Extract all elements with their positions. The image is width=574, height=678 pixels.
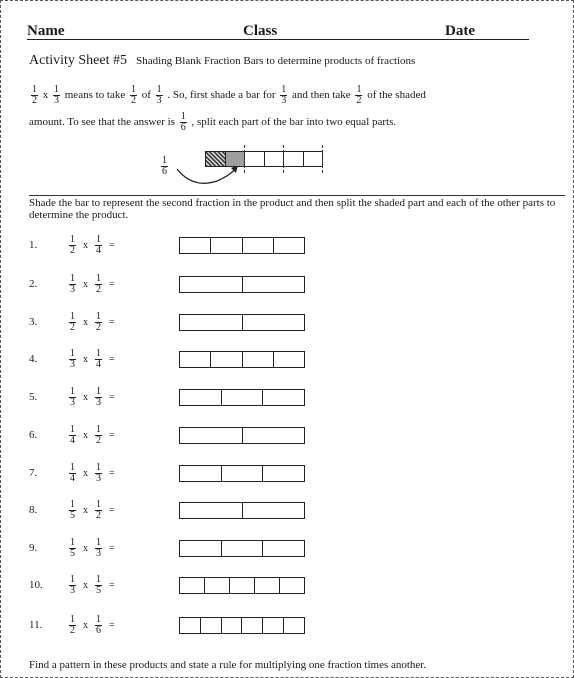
problem-number: 7. <box>29 467 38 479</box>
intro-text: , split each part of the bar into two equal parts. <box>191 116 397 129</box>
bar-cell[interactable] <box>180 390 222 405</box>
activity-number: Activity Sheet #5 <box>29 53 127 68</box>
example-diagram <box>141 141 361 189</box>
bar-cell[interactable] <box>180 541 222 556</box>
equals-sign: = <box>109 504 115 516</box>
problem-expression <box>67 573 120 597</box>
times-sign: x <box>83 504 88 516</box>
equals-sign: = <box>109 316 115 328</box>
equals-sign: = <box>109 239 115 251</box>
problem-row <box>1 423 574 447</box>
bar-cell[interactable] <box>222 618 243 633</box>
fraction-a: $\frac{1}{3}$ <box>70 385 75 408</box>
bar-cell[interactable] <box>222 466 264 481</box>
intro-line-2 <box>29 112 396 133</box>
blank-fraction-bar[interactable] <box>179 540 305 557</box>
bar-cell[interactable] <box>263 541 304 556</box>
fraction-b: $\frac{1}{2}$ <box>96 310 101 333</box>
bar-cell[interactable] <box>180 277 243 292</box>
problem-row <box>1 233 574 257</box>
intro-text: of <box>141 89 151 102</box>
intro-fraction: $\frac{1}{6}$ <box>180 111 186 133</box>
intro-text: means to take <box>64 89 126 102</box>
problem-number: 5. <box>29 391 38 403</box>
thirds-divider-mark <box>322 145 323 173</box>
problem-row <box>1 613 574 637</box>
times-sign: x <box>83 353 88 365</box>
example-fraction-bar <box>205 151 323 167</box>
problem-number: 3. <box>29 316 38 328</box>
blank-fraction-bar[interactable] <box>179 465 305 482</box>
section-divider <box>29 195 565 196</box>
times-sign: x <box>83 542 88 554</box>
example-fraction: $\frac{1}{6}$ <box>162 155 167 177</box>
bar-cell <box>304 152 323 166</box>
bar-cell-shaded <box>226 152 246 166</box>
problem-expression <box>67 347 120 371</box>
problem-number: 9. <box>29 542 38 554</box>
fraction-b: $\frac{1}{3}$ <box>96 461 101 484</box>
fraction-b: $\frac{1}{3}$ <box>96 536 101 559</box>
problem-expression <box>67 310 120 334</box>
fraction-a: $\frac{1}{5}$ <box>70 498 75 521</box>
intro-fraction: $\frac{1}{2}$ <box>356 84 362 106</box>
blank-fraction-bar[interactable] <box>179 351 305 368</box>
problem-row <box>1 310 574 334</box>
problem-expression <box>67 498 120 522</box>
bar-cell <box>265 152 285 166</box>
bar-cell[interactable] <box>274 238 304 253</box>
equals-sign: = <box>109 579 115 591</box>
bar-cell <box>284 152 304 166</box>
header-underline <box>27 39 529 40</box>
times-sign: x <box>83 391 88 403</box>
bar-cell[interactable] <box>243 315 305 330</box>
bar-cell[interactable] <box>205 578 230 593</box>
problem-number: 8. <box>29 504 38 516</box>
fraction-a: $\frac{1}{2}$ <box>70 310 75 333</box>
equals-sign: = <box>109 353 115 365</box>
bar-cell[interactable] <box>180 315 243 330</box>
bar-cell[interactable] <box>243 503 305 518</box>
equals-sign: = <box>109 278 115 290</box>
header-date-label: Date <box>445 23 475 39</box>
bar-cell[interactable] <box>180 503 243 518</box>
bar-cell[interactable] <box>243 428 305 443</box>
fraction-a: $\frac{1}{4}$ <box>70 461 75 484</box>
bar-cell[interactable] <box>263 618 284 633</box>
fraction-a: $\frac{1}{3}$ <box>70 573 75 596</box>
bar-cell[interactable] <box>180 578 205 593</box>
fraction-b: $\frac{1}{5}$ <box>96 573 101 596</box>
times-sign: x <box>83 467 88 479</box>
blank-fraction-bar[interactable] <box>179 237 305 254</box>
times-sign: x <box>83 579 88 591</box>
intro-text: amount. To see that the answer is <box>29 116 175 129</box>
intro-fraction: $\frac{1}{3}$ <box>281 84 287 106</box>
fraction-b: $\frac{1}{4}$ <box>96 347 101 370</box>
problem-expression <box>67 423 120 447</box>
equals-sign: = <box>109 391 115 403</box>
bar-cell <box>245 152 265 166</box>
problem-expression <box>67 461 120 485</box>
fraction-a: $\frac{1}{2}$ <box>70 613 75 636</box>
blank-fraction-bar[interactable] <box>179 389 305 406</box>
intro-fraction: $\frac{1}{3}$ <box>156 84 162 106</box>
intro-line-1 <box>29 85 426 106</box>
intro-fraction: $\frac{1}{2}$ <box>32 84 37 106</box>
problem-row <box>1 272 574 296</box>
fraction-b: $\frac{1}{6}$ <box>96 613 101 636</box>
blank-fraction-bar[interactable] <box>179 502 305 519</box>
bar-cell[interactable] <box>201 618 222 633</box>
fraction-b: $\frac{1}{2}$ <box>96 498 101 521</box>
problem-row <box>1 536 574 560</box>
bar-cell[interactable] <box>255 578 280 593</box>
times-sign: x <box>83 316 88 328</box>
problem-expression <box>67 613 120 637</box>
bar-cell[interactable] <box>280 578 304 593</box>
fraction-b: $\frac{1}{3}$ <box>96 385 101 408</box>
activity-subtitle: Shading Blank Fraction Bars to determine products of fractions <box>136 55 416 67</box>
problem-expression <box>67 385 120 409</box>
equals-sign: = <box>109 542 115 554</box>
bar-cell[interactable] <box>284 618 304 633</box>
times-sign: x <box>83 619 88 631</box>
problem-expression <box>67 272 120 296</box>
blank-fraction-bar[interactable] <box>179 314 305 331</box>
bar-cell[interactable] <box>180 238 211 253</box>
fraction-b: $\frac{1}{2}$ <box>96 423 101 446</box>
problem-number: 2. <box>29 278 38 290</box>
problem-row <box>1 498 574 522</box>
thirds-divider-mark <box>283 145 284 173</box>
header-name-label: Name <box>27 23 65 39</box>
problem-number: 1. <box>29 239 38 251</box>
bar-cell[interactable] <box>243 238 274 253</box>
header-class-label: Class <box>243 23 278 39</box>
thirds-divider-mark <box>244 145 245 173</box>
problem-number: 6. <box>29 429 38 441</box>
bar-cell-hatched <box>206 152 226 166</box>
problem-row <box>1 347 574 371</box>
bar-cell[interactable] <box>211 238 242 253</box>
problem-row <box>1 461 574 485</box>
bar-cell[interactable] <box>230 578 255 593</box>
bar-cell[interactable] <box>211 352 242 367</box>
times-sign: x <box>83 278 88 290</box>
blank-fraction-bar[interactable] <box>179 427 305 444</box>
bar-cell[interactable] <box>263 390 304 405</box>
fraction-b: $\frac{1}{2}$ <box>96 272 101 295</box>
blank-fraction-bar[interactable] <box>179 577 305 594</box>
times-sign: x <box>83 239 88 251</box>
equals-sign: = <box>109 429 115 441</box>
intro-text: . So, first shade a bar for <box>167 89 276 102</box>
bar-cell[interactable] <box>263 466 304 481</box>
bar-cell[interactable] <box>222 390 264 405</box>
bar-cell[interactable] <box>243 277 305 292</box>
equals-sign: = <box>109 467 115 479</box>
blank-fraction-bar[interactable] <box>179 617 305 634</box>
fraction-a: $\frac{1}{3}$ <box>70 272 75 295</box>
intro-times: x <box>42 89 49 102</box>
fraction-a: $\frac{1}{5}$ <box>70 536 75 559</box>
fraction-a: $\frac{1}{4}$ <box>70 423 75 446</box>
bar-cell[interactable] <box>180 466 222 481</box>
problem-row <box>1 385 574 409</box>
problem-row <box>1 573 574 597</box>
bar-cell[interactable] <box>222 541 264 556</box>
bar-cell[interactable] <box>180 618 201 633</box>
intro-fraction: $\frac{1}{2}$ <box>130 84 136 106</box>
bar-cell[interactable] <box>274 352 304 367</box>
problem-expression <box>67 233 120 257</box>
blank-fraction-bar[interactable] <box>179 276 305 293</box>
fraction-a: $\frac{1}{3}$ <box>70 347 75 370</box>
bar-cell[interactable] <box>180 352 211 367</box>
activity-title <box>29 53 415 69</box>
equals-sign: = <box>109 619 115 631</box>
times-sign: x <box>83 429 88 441</box>
intro-fraction: $\frac{1}{3}$ <box>54 84 59 106</box>
fraction-a: $\frac{1}{2}$ <box>70 233 75 256</box>
intro-text: of the shaded <box>367 89 426 102</box>
instructions-text: Shade the bar to represent the second fraction in the product and then split the shaded part and each of the other parts to determine the product. <box>29 197 556 221</box>
intro-text: and then take <box>292 89 351 102</box>
problem-expression <box>67 536 120 560</box>
problem-number: 4. <box>29 353 38 365</box>
problem-number: 11. <box>29 619 43 631</box>
footer-prompt: Find a pattern in these products and state a rule for multiplying one fraction times another. <box>29 659 427 671</box>
bar-cell[interactable] <box>243 352 274 367</box>
bar-cell[interactable] <box>180 428 243 443</box>
problem-number: 10. <box>29 579 43 591</box>
fraction-b: $\frac{1}{4}$ <box>96 233 101 256</box>
bar-cell[interactable] <box>242 618 263 633</box>
